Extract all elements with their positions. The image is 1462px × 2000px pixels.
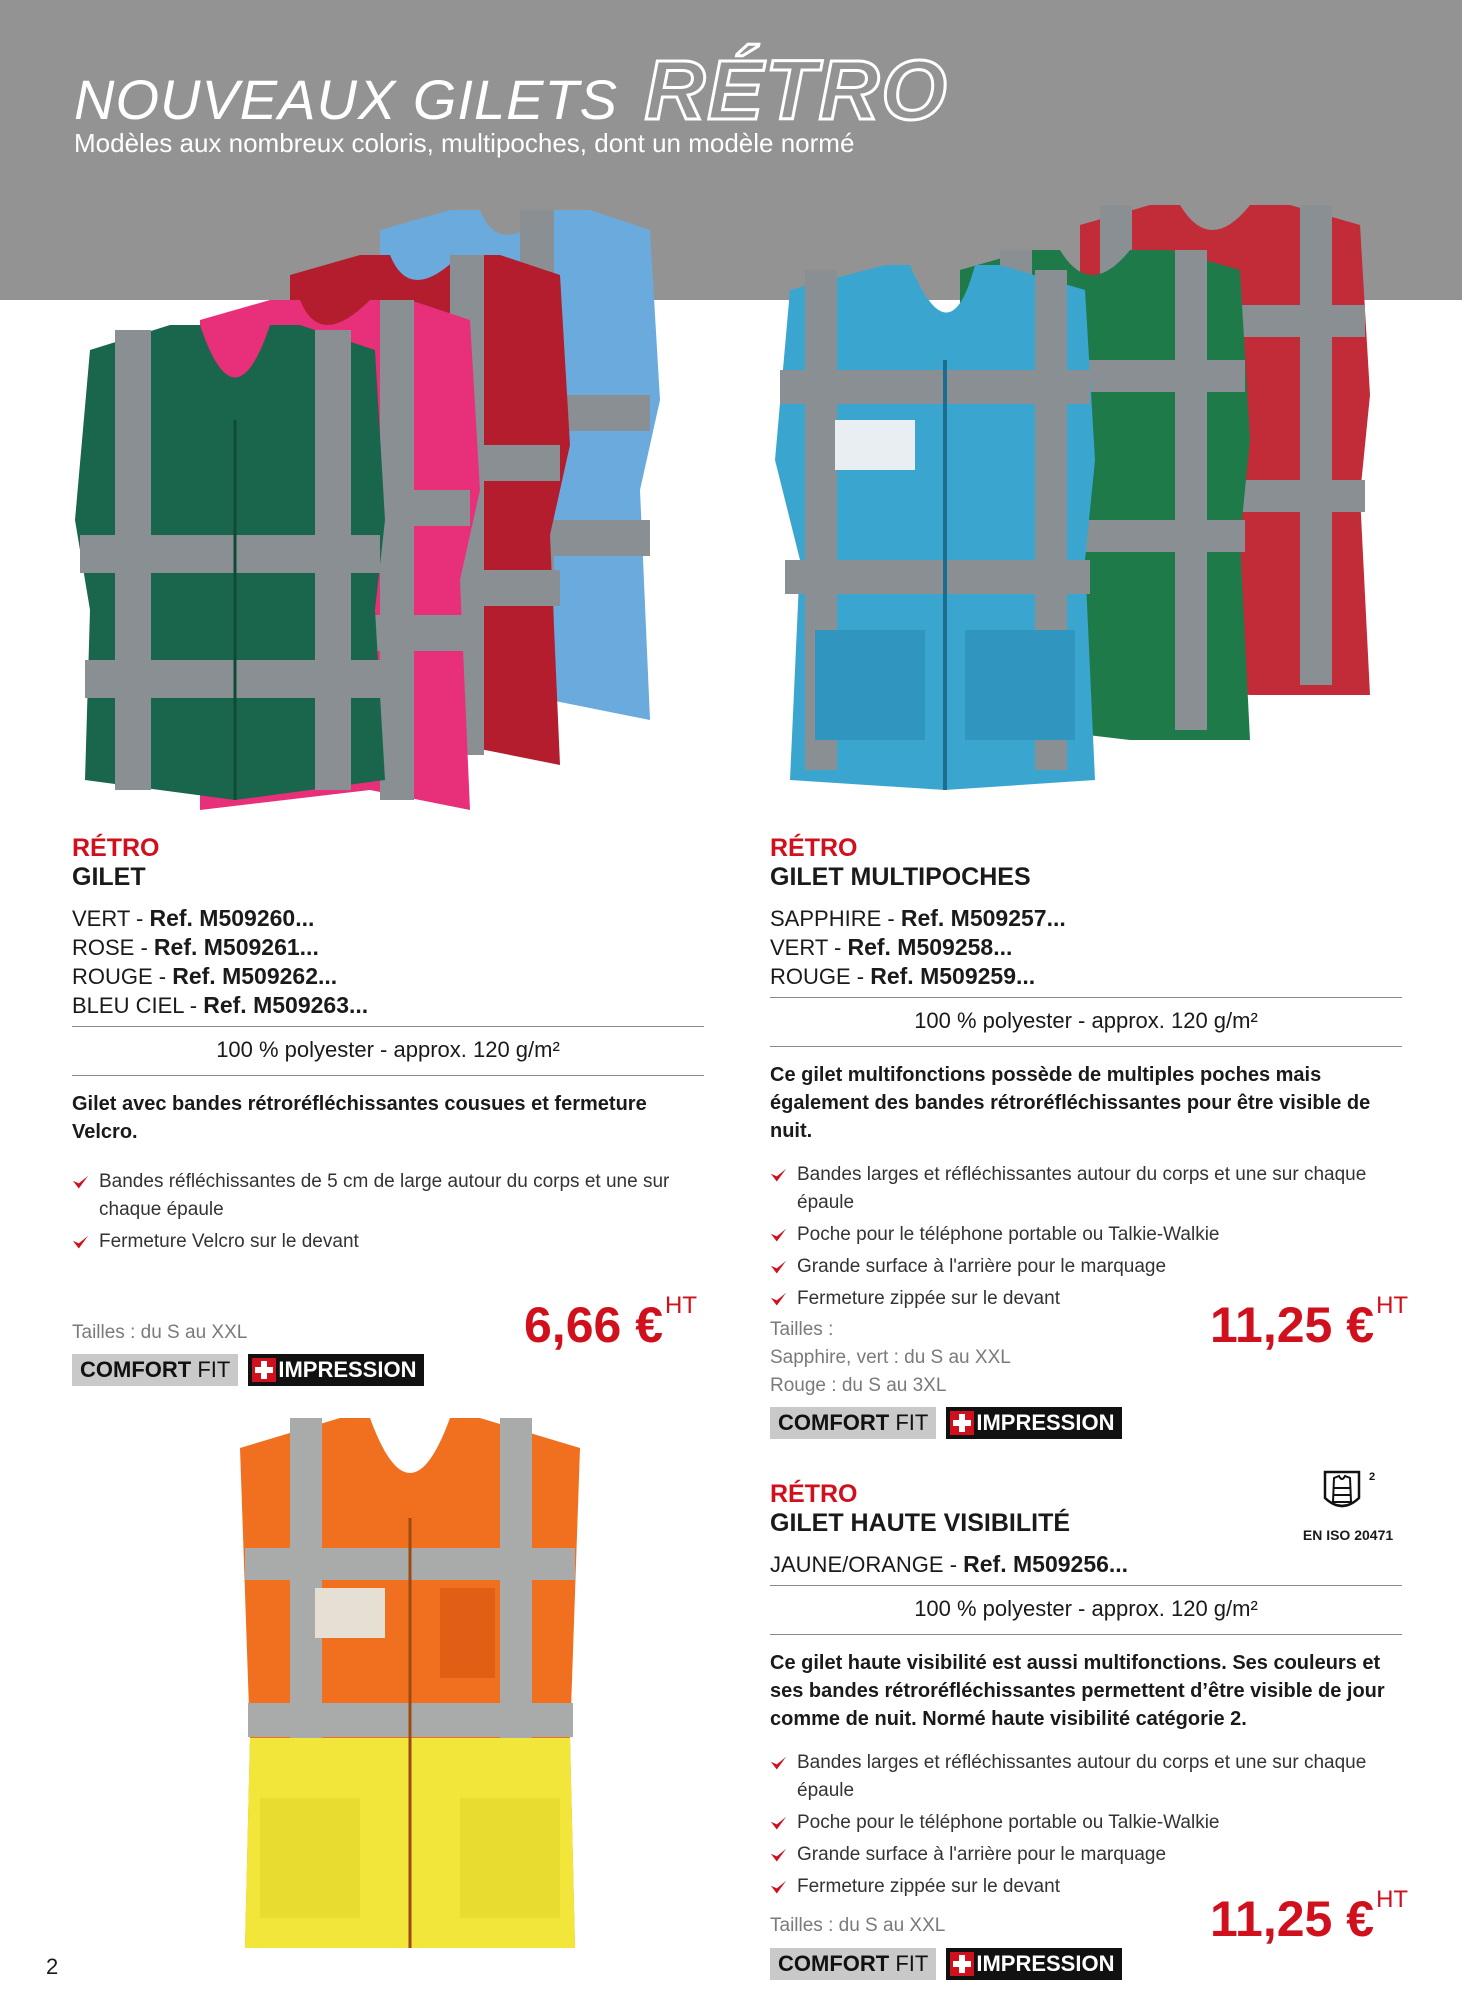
product-brand: RÉTRO xyxy=(770,1480,858,1508)
feature-item: Fermeture zippée sur le devant xyxy=(770,1285,1402,1313)
impression-badge: IMPRESSION xyxy=(946,1948,1122,1980)
product-name: GILET HAUTE VISIBILITÉ xyxy=(770,1509,1071,1537)
product-description: Gilet avec bandes rétroréfléchissantes cousues et fermeture Velcro. xyxy=(72,1093,647,1143)
product-material: 100 % polyester - approx. 120 g/m² xyxy=(770,997,1402,1047)
product-name: GILET xyxy=(72,863,146,891)
ref-line: ROUGE - Ref. M509262... xyxy=(72,963,338,989)
page-number: 2 xyxy=(46,1954,59,1979)
check-icon xyxy=(770,1227,787,1244)
feature-item: Bandes larges et réfléchissantes autour du corps et une sur chaque épaule xyxy=(770,1161,1402,1217)
product-gilet-multipoches xyxy=(770,834,1402,1317)
feature-item: Fermeture zippée sur le devant xyxy=(770,1873,1402,1901)
gilet-retro-product-image xyxy=(70,190,710,810)
feature-item: Fermeture Velcro sur le devant xyxy=(72,1228,704,1256)
product-refs xyxy=(770,904,1402,991)
cross-icon xyxy=(950,1952,974,1976)
product-description: Ce gilet haute visibilité est aussi multifonctions. Ses couleurs et ses bandes rétroréfléchissantes permettent d’être visible de jour comme de nuit. Normé haute visibilité catégorie 2. xyxy=(770,1652,1385,1730)
page-title-text: NOUVEAUX GILETS xyxy=(74,68,619,131)
page-title xyxy=(74,42,949,139)
check-icon xyxy=(770,1291,787,1308)
badges xyxy=(770,1948,1122,1980)
feature-list xyxy=(770,1161,1402,1313)
feature-item: Poche pour le téléphone portable ou Talkie-Walkie xyxy=(770,1809,1402,1837)
product-gilet xyxy=(72,834,704,1260)
product-sizes: Tailles : Sapphire, vert : du S au XXL Rouge : du S au 3XL xyxy=(770,1319,1011,1396)
ref-line: VERT - Ref. M509258... xyxy=(770,934,1013,960)
badges xyxy=(72,1354,424,1386)
impression-badge: IMPRESSION xyxy=(946,1407,1122,1439)
ref-line: JAUNE/ORANGE - Ref. M509256... xyxy=(770,1551,1129,1577)
check-icon xyxy=(770,1755,787,1772)
comfort-fit-badge: COMFORT FIT xyxy=(72,1354,238,1386)
check-icon xyxy=(72,1234,89,1251)
product-refs xyxy=(72,904,704,1020)
check-icon xyxy=(770,1259,787,1276)
check-icon xyxy=(72,1174,89,1191)
ref-line: ROUGE - Ref. M509259... xyxy=(770,963,1036,989)
vest-certification-icon xyxy=(1313,1468,1383,1518)
page-subtitle: Modèles aux nombreux coloris, multipoches, dont un modèle normé xyxy=(74,128,855,158)
feature-item: Grande surface à l'arrière pour le marquage xyxy=(770,1841,1402,1869)
check-icon xyxy=(770,1879,787,1896)
gilet-multipoches-product-image xyxy=(770,190,1410,810)
check-icon xyxy=(770,1167,787,1184)
certification-label: EN ISO 20471 xyxy=(1302,1527,1394,1543)
check-icon xyxy=(770,1847,787,1864)
ref-line: ROSE - Ref. M509261... xyxy=(72,934,319,960)
check-icon xyxy=(770,1815,787,1832)
ref-line: VERT - Ref. M509260... xyxy=(72,905,315,931)
page-title-highlight: RÉTRO xyxy=(644,43,949,137)
product-gilet-haute-visibilite xyxy=(770,1480,1402,1905)
gilet-haute-visibilite-product-image xyxy=(220,1408,600,1968)
feature-list xyxy=(72,1168,704,1256)
product-sizes: Tailles : du S au XXL xyxy=(72,1322,248,1343)
impression-badge: IMPRESSION xyxy=(248,1354,424,1386)
product-brand: RÉTRO xyxy=(770,834,858,862)
feature-list xyxy=(770,1749,1402,1901)
product-name: GILET MULTIPOCHES xyxy=(770,863,1031,891)
product-material: 100 % polyester - approx. 120 g/m² xyxy=(72,1026,704,1076)
badges xyxy=(770,1407,1122,1439)
product-price: 11,25 €$^{HT}$ xyxy=(1210,1292,1409,1353)
product-price: 11,25 €$^{HT}$ xyxy=(1210,1886,1409,1947)
cross-icon xyxy=(252,1358,276,1382)
cross-icon xyxy=(950,1411,974,1435)
product-material: 100 % polyester - approx. 120 g/m² xyxy=(770,1585,1402,1635)
ref-line: BLEU CIEL - Ref. M509263... xyxy=(72,992,369,1018)
feature-item: Bandes réfléchissantes de 5 cm de large autour du corps et une sur chaque épaule xyxy=(72,1168,704,1224)
feature-item: Grande surface à l'arrière pour le marquage xyxy=(770,1253,1402,1281)
feature-item: Bandes larges et réfléchissantes autour du corps et une sur chaque épaule xyxy=(770,1749,1402,1805)
ref-line: SAPPHIRE - Ref. M509257... xyxy=(770,905,1066,931)
product-refs xyxy=(770,1550,1402,1579)
comfort-fit-badge: COMFORT FIT xyxy=(770,1407,936,1439)
product-brand: RÉTRO xyxy=(72,834,160,862)
product-price: 6,66 €$^{HT}$ xyxy=(524,1292,698,1353)
certification-class: 2 xyxy=(1369,1471,1376,1483)
product-sizes: Tailles : du S au XXL xyxy=(770,1915,946,1936)
feature-item: Poche pour le téléphone portable ou Talkie-Walkie xyxy=(770,1221,1402,1249)
product-description: Ce gilet multifonctions possède de multiples poches mais également des bandes rétroréfléchissantes pour être visible de nuit. xyxy=(770,1064,1371,1142)
iso-certification xyxy=(1288,1468,1408,1543)
comfort-fit-badge: COMFORT FIT xyxy=(770,1948,936,1980)
